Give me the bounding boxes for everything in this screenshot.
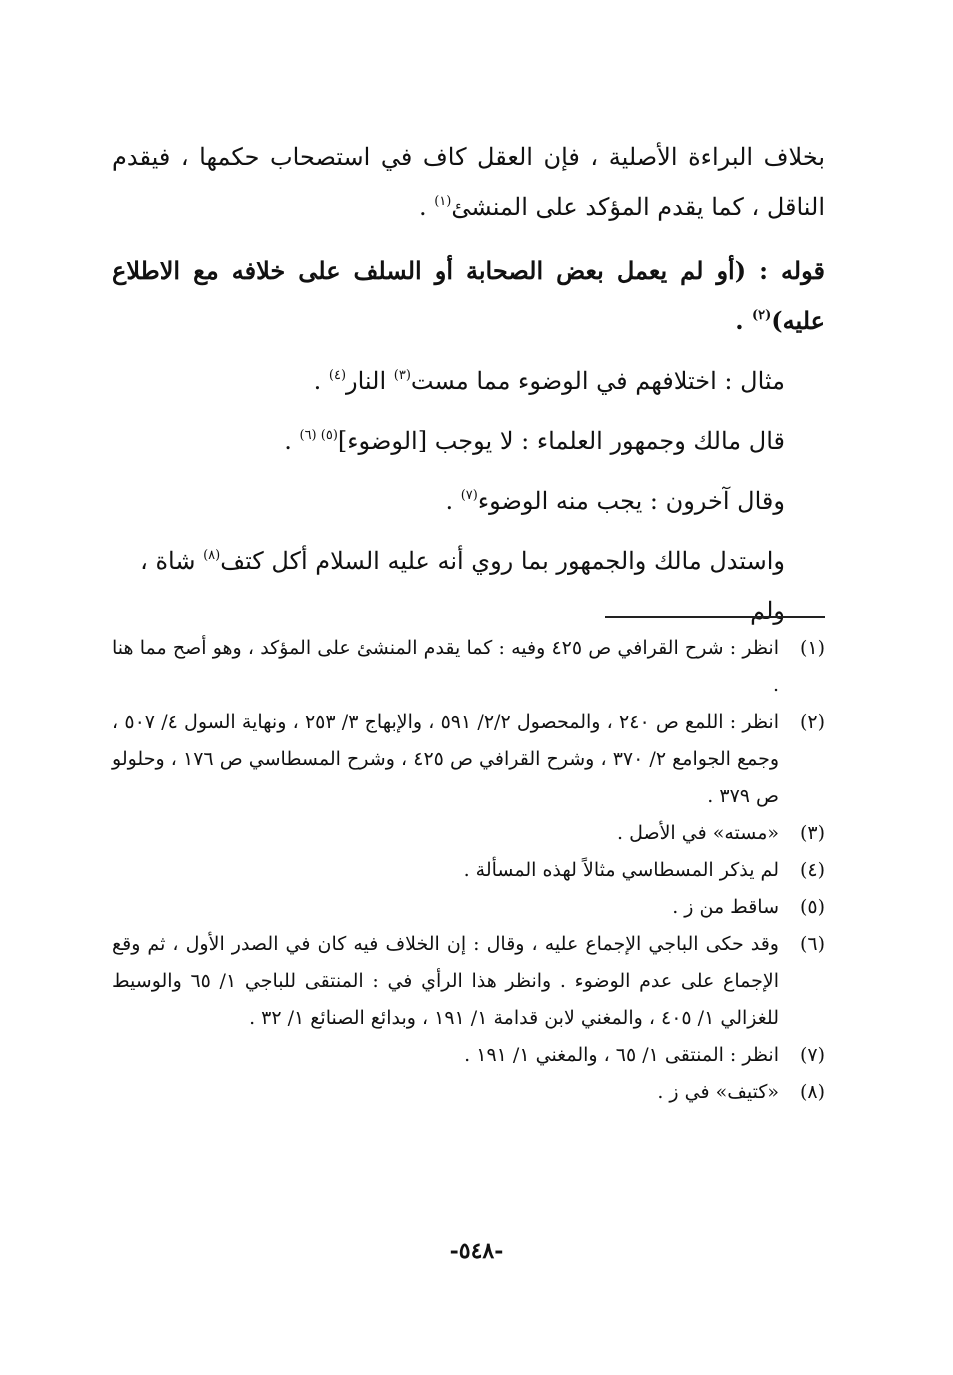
text-fragment: النار (346, 367, 394, 395)
footnote-text: لم يذكر المسطاسي مثالاً لهذه المسألة . (463, 859, 779, 881)
page-number: -٥٤٨- (449, 1238, 504, 1264)
footnote-ref: (٨) (203, 548, 221, 563)
footnote-number: (٣) (799, 822, 825, 844)
text-line: بخلاف البراءة الأصلية ، فإن العقل كاف في استصحاب حكمها ، فيقدم (112, 143, 825, 171)
footnote-text: «مسته» في الأصل . (616, 822, 779, 844)
text-fragment: شاة ، ولم (140, 547, 785, 625)
text-fragment: قال مالك وجمهور العلماء : لا يوجب [الوضوء] (337, 427, 785, 455)
evidence-line (112, 536, 825, 636)
footnote-ref: (٢) (751, 308, 772, 323)
footnote-text: وقد حكى الباجي الإجماع عليه ، وقال : إن الخلاف فيه كان في الصدر الأول ، ثم وقع الإجماع على عدم الوضوء . وانظر هذا الرأي في : المنتقى للباجي ١/ ٦٥ والوسيط للغزالي ١/ ٤٠٥ ، والمغني لابن قدامة ١/ ١٩١ ، وبدائع الصنائع ١/ ٣٢ . (112, 933, 779, 1029)
text-line: الناقل ، كما يقدم المؤكد على المنشئ (451, 193, 825, 221)
footnote-number: (٤) (799, 859, 825, 881)
footnote-item (112, 852, 825, 889)
others-line (112, 476, 825, 526)
footnote-number: (٨) (799, 1081, 825, 1103)
footnote-text: ساقط من ز . (672, 896, 779, 918)
punctuation: . (735, 306, 752, 335)
malik-line (112, 416, 825, 466)
footnote-text: انظر : اللمع ص ٢٤٠ ، والمحصول ٢/٢/ ٥٩١ ، والإبهاج ٣/ ٢٥٣ ، ونهاية السول ٤/ ٥٠٧ ، وجمع الجوامع ٢/ ٣٧٠ ، وشرح القرافي ص ٤٢٥ ، وشرح المسطاسي ص ١٧٦ ، وحلولو ص ٣٧٩ . (112, 711, 780, 807)
footnote-ref: (١) (434, 194, 452, 209)
footnote-text: انظر : شرح القرافي ص ٤٢٥ وفيه : كما يقدم المنشئ على المؤكد ، وهو أصح مما هنا . (112, 637, 779, 696)
text-fragment: وقال آخرون : يجب منه الوضوء (477, 487, 785, 515)
main-text (112, 132, 825, 636)
text-fragment: واستدل مالك والجمهور بما روي أنه عليه السلام أكل كتف (220, 547, 785, 575)
footnote-item (112, 926, 825, 1037)
footnote-separator (605, 616, 825, 618)
punctuation: . (284, 427, 300, 455)
footnote-text: «كتيف» في ز . (657, 1081, 779, 1103)
example-line (112, 356, 825, 406)
footnote-number: (٥) (799, 896, 825, 918)
footnotes (112, 630, 825, 1111)
footnote-item (112, 889, 825, 926)
footnote-number: (١) (799, 637, 825, 659)
footnote-item (112, 815, 825, 852)
quoted-rule (112, 246, 825, 346)
punctuation: . (418, 193, 435, 221)
footnote-ref: (٥) (320, 428, 338, 443)
footnote-ref: (٤) (328, 368, 347, 383)
footnote-ref: (٣) (393, 368, 411, 383)
footnote-item (112, 1037, 825, 1074)
punctuation: . (313, 367, 329, 395)
paragraph-1 (112, 132, 825, 232)
footnote-number: (٧) (799, 1044, 825, 1066)
footnote-text: انظر : المنتقى ١/ ٦٥ ، والمغني ١/ ١٩١ . (464, 1044, 779, 1066)
footnote-number: (٦) (799, 933, 825, 955)
footnote-item (112, 704, 825, 815)
footnote-ref: (٦) (299, 428, 321, 443)
text-line: قوله : (أو لم يعمل بعض الصحابة أو السلف على خلافه مع الاطلاع (112, 256, 825, 285)
punctuation: . (445, 487, 461, 515)
footnote-ref: (٧) (460, 488, 478, 503)
footnote-item (112, 630, 825, 704)
footnote-number: (٢) (799, 711, 825, 733)
footnote-item (112, 1074, 825, 1111)
text-fragment: مثال : اختلافهم في الوضوء مما مست (410, 367, 785, 395)
text-line: عليه) (771, 306, 825, 335)
